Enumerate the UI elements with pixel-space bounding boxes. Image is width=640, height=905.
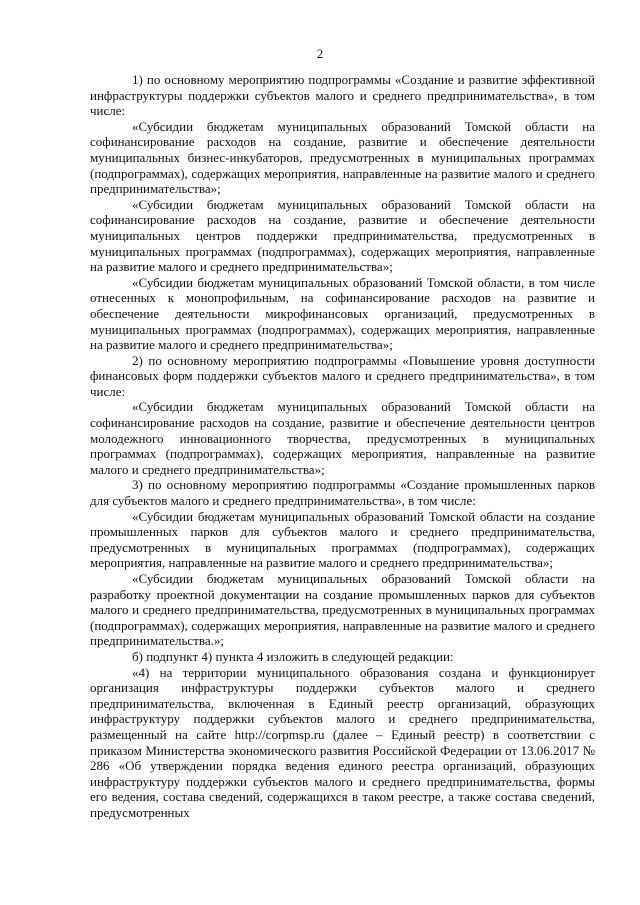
paragraph-3: «Субсидии бюджетам муниципальных образований Томской области на софинансирование расходов на создание, развитие и обеспечение деятельности муниципальных центров поддержки предпринимательства, предусмотренных в муниципальных программах (подпрограммах), содержащих мероприятия, направленные на развитие малого и среднего предпринимательства»; (90, 196, 595, 275)
paragraph-7: 3) по основному мероприятию подпрограммы «Создание промышленных парков для субъектов малого и среднего предпринимательства», в том числе: (90, 477, 595, 509)
paragraph-11: «4) на территории муниципального образования создана и функционирует организация инфраструктуры поддержки субъектов малого и среднего предпринимательства, включенная в Единый реестр организаций, образующих инфраструктуру поддержки субъектов малого и среднего предпринимательства, размещенный на сайте http://corpmsp.ru (далее – Единый реестр) в соответствии с приказом Министерства экономического развития Российской Федерации от 13.06.2017 № 286 «Об утверждении порядка ведения единого реестра организаций, образующих инфраструктуру поддержки субъектов малого и среднего предпринимательства, формы его ведения, состава сведений, содержащихся в таком реестре, а также состава сведений, предусмотренных (90, 664, 595, 820)
body-text (90, 72, 595, 821)
paragraph-1: 1) по основному мероприятию подпрограммы «Создание и развитие эффективной инфраструктуры поддержки субъектов малого и среднего предпринимательства», в том числе: (90, 72, 595, 119)
paragraph-10: б) подпункт 4) пункта 4 изложить в следующей редакции: (132, 648, 454, 664)
paragraph-4: «Субсидии бюджетам муниципальных образований Томской области, в том числе отнесенных к монопрофильным, на софинансирование расходов на развитие и обеспечение деятельности микрофинансовых организаций, предусмотренных в муниципальных программах (подпрограммах), содержащих мероприятия, направленные на развитие малого и среднего предпринимательства»; (90, 274, 595, 353)
paragraph-6: «Субсидии бюджетам муниципальных образований Томской области на софинансирование расходов на создание, развитие и обеспечение деятельности центров молодежного инновационного творчества, предусмотренных в муниципальных программах (подпрограммах), содержащих мероприятия, направленные на развитие малого и среднего предпринимательства»; (90, 399, 595, 477)
paragraph-5: 2) по основному мероприятию подпрограммы «Повышение уровня доступности финансовых форм поддержки субъектов малого и среднего предпринимательства», в том числе: (90, 352, 595, 399)
paragraph-2: «Субсидии бюджетам муниципальных образований Томской области на софинансирование расходов на создание, развитие и обеспечение деятельности муниципальных бизнес-инкубаторов, предусмотренных в муниципальных программах (подпрограммах), содержащих мероприятия, направленные на развитие малого и среднего предпринимательства»; (90, 118, 595, 197)
paragraph-9: «Субсидии бюджетам муниципальных образований Томской области на разработку проектной документации на создание промышленных парков для субъектов малого и среднего предпринимательства, предусмотренных в муниципальных программах (подпрограммах), содержащих мероприятия, направленные на развитие малого и среднего предпринимательства.»; (90, 571, 595, 649)
paragraph-8: «Субсидии бюджетам муниципальных образований Томской области на создание промышленных парков для субъектов малого и среднего предпринимательства, предусмотренных в муниципальных программах (подпрограммах), содержащих мероприятия, направленные на развитие малого и среднего предпринимательства»; (90, 508, 595, 571)
page-number: 2 (316, 46, 324, 61)
